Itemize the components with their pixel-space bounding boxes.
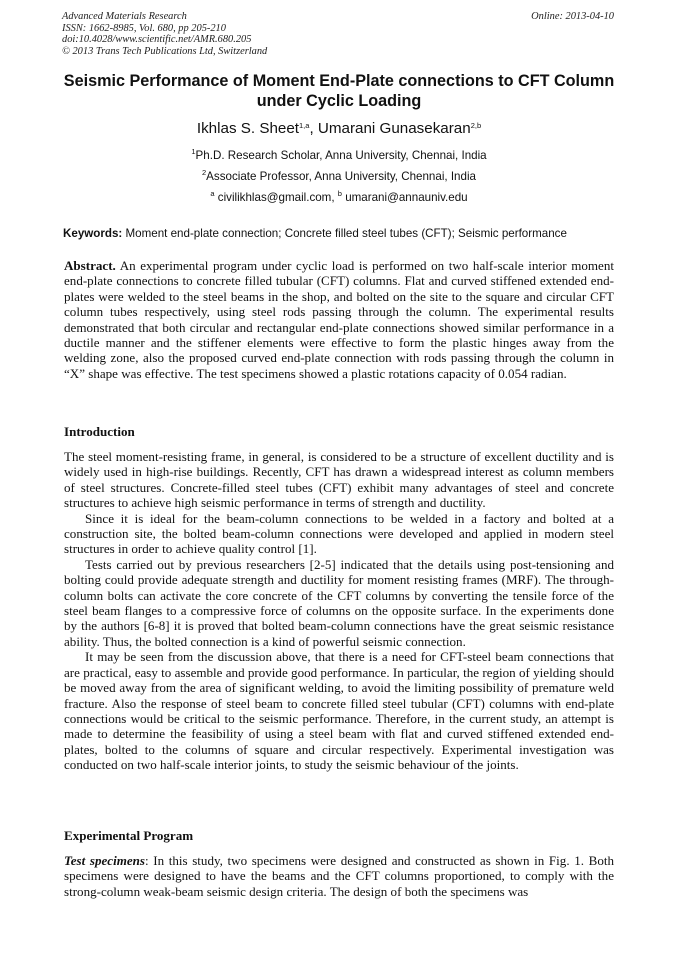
- abstract-label: Abstract.: [64, 258, 116, 273]
- section-heading-introduction: Introduction: [64, 424, 135, 439]
- online-date: Online: 2013-04-10: [531, 11, 614, 22]
- affiliation-1: [40, 149, 638, 163]
- journal-name: Advanced Materials Research: [62, 11, 187, 22]
- section-heading-experimental-program: Experimental Program: [64, 828, 194, 843]
- paragraph: It may be seen from the discussion above, that there is a need for CFT-steel beam connections that are practical, easy to assemble and provide good performance. In particular, the region of yielding should be moved away from the area of significant welding, to avoid the limiting possibility of premature weld fracture. Also the response of steel beam to concrete filled steel tubular (CFT) columns with end-plate connections would be critical to the seismic performance. Therefore, in the current study, an attempt is made to determine the feasibility of using a steel beam with flat and curved stiffened extended end-plates, bolted to the columns of square and circular respectively. Experimental investigation was conducted on two half-scale interior joints, to study the seismic behaviour of the joints.: [64, 649, 614, 773]
- keywords-text: Moment end-plate connection; Concrete filled steel tubes (CFT); Seismic performance: [122, 227, 567, 240]
- author-emails: [40, 191, 638, 205]
- title-line-2: under Cyclic Loading: [256, 91, 422, 110]
- affiliation-text: Ph.D. Research Scholar, Anna University, Chennai, India: [195, 149, 487, 162]
- author-separator: ,: [309, 120, 318, 137]
- paper-title: [40, 72, 638, 111]
- paragraph: Tests carried out by previous researchers [2-5] indicated that the details using post-tensioning and bolting could provide adequate strength and ductility for moment resisting frames (MRF). The through-column bolts can activate the core concrete of the CFT columns by converting the tensile force of the steel beam flanges to a compressive force of columns on the opposite surface. In the experiments done by the authors [6-8] it is proved that bolted beam-column connections have the great seismic resistance ability. Thus, the bolted connection is a kind of powerful seismic connection.: [64, 556, 614, 649]
- author-name: Umarani Gunasekaran: [317, 120, 471, 137]
- email-mark: b: [337, 189, 342, 198]
- affiliation-2: [40, 170, 638, 184]
- introduction-body: [64, 449, 614, 773]
- email-link[interactable]: civilikhlas@gmail.com: [214, 191, 332, 204]
- journal-issn: ISSN: 1662-8985, Vol. 680, pp 205-210: [62, 22, 226, 34]
- email-link[interactable]: umarani@annauniv.edu: [341, 191, 468, 204]
- keywords-label: Keywords:: [63, 227, 123, 240]
- email-mark: a: [210, 189, 215, 198]
- affiliation-mark: 2: [202, 168, 207, 177]
- author-affiliation-mark: 2,b: [470, 121, 482, 130]
- experimental-program-body: [64, 853, 614, 899]
- affiliation-text: Associate Professor, Anna University, Chennai, India: [206, 170, 476, 183]
- abstract-text: An experimental program under cyclic load is performed on two half-scale interior moment end-plate connections to concrete filled tubular (CFT) columns. Flat and curved stiffened extended end-plates were welded to the steel beams in the shop, and bolted on the site to the square and circular CFT column tubes respectively, using steel rods passing through the column. The experimental results demonstrated that both circular and rectangular end-plate connections showed similar performance in a ductile manner and the stiffener elements were effective to form the plastic hinges away from the welding zone, also the proposed curved end-plate connection with rods passing through the column in “X” shape was effective. The test specimens showed a plastic rotations capacity of 0.054 radian.: [64, 258, 614, 381]
- journal-doi[interactable]: doi:10.4028/www.scientific.net/AMR.680.205: [62, 34, 252, 46]
- email-separator: ,: [331, 191, 338, 204]
- journal-copyright: © 2013 Trans Tech Publications Ltd, Switzerland: [62, 45, 268, 57]
- abstract: [64, 258, 614, 381]
- subsection-lead: Test specimens: [64, 853, 145, 868]
- paragraph: Since it is ideal for the beam-column connections to be welded in a factory and bolted at a construction site, the bolted beam-column connections were developed and applied in modern steel structures in order to achieve quality control [1].: [64, 510, 614, 557]
- journal-header: [62, 11, 267, 57]
- affiliation-mark: 1: [191, 147, 196, 156]
- title-line-1: Seismic Performance of Moment End-Plate connections to CFT Column: [63, 72, 615, 90]
- paragraph-text: : In this study, two specimens were designed and constructed as shown in Fig. 1. Both specimens were designed to have the beams and the CFT columns proportioned, to comply with the strong-column weak-beam seismic design criteria. The design of both the specimens was: [64, 853, 614, 899]
- paragraph: The steel moment-resisting frame, in general, is considered to be a structure of excellent ductility and is widely used in high-rise buildings. Recently, CFT has drawn a widespread interest as column members of steel structures. Concrete-filled steel tubes (CFT) exhibit many advantages of steel and concrete structures to achieve high seismic performance in terms of strength and ductility.: [64, 449, 614, 511]
- author-affiliation-mark: 1,a: [299, 121, 310, 130]
- author-list: [40, 120, 638, 138]
- author-name: Ikhlas S. Sheet: [196, 120, 300, 137]
- keywords: [63, 227, 623, 241]
